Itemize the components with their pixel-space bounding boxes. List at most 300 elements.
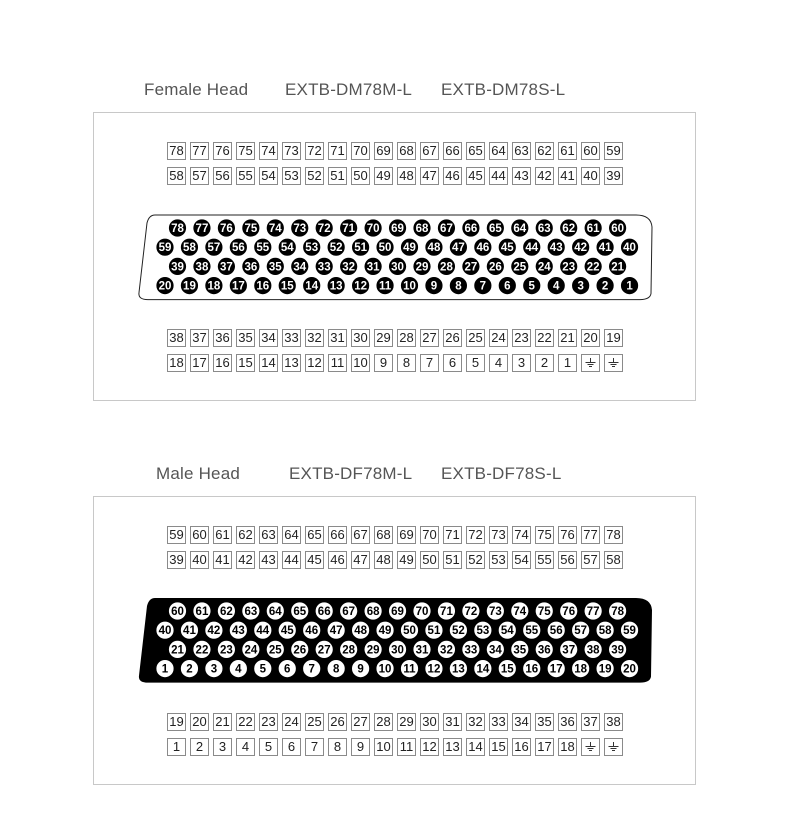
pin-label: 61 xyxy=(195,606,209,618)
pin-cell: 73 xyxy=(282,142,301,160)
pin-label: 19 xyxy=(598,663,612,676)
pin xyxy=(401,660,417,676)
pin-cell: 15 xyxy=(236,354,255,372)
pin xyxy=(548,622,564,638)
pin xyxy=(218,603,234,619)
pin-label: 54 xyxy=(500,625,514,638)
pin-label: 41 xyxy=(598,242,612,255)
pin-label: 66 xyxy=(464,223,478,235)
pin-cell: 70 xyxy=(420,526,439,544)
pin xyxy=(438,641,454,657)
pin-cell: 35 xyxy=(535,713,554,731)
pin-label: 10 xyxy=(378,663,392,676)
pin-label: 21 xyxy=(611,261,624,274)
pin-label: 13 xyxy=(452,663,465,676)
pin-cell: 22 xyxy=(236,713,255,731)
pin xyxy=(561,603,577,619)
pin xyxy=(475,622,491,638)
pin-label: 33 xyxy=(317,261,331,274)
pin-label: 22 xyxy=(586,261,600,274)
female-model-b: EXTB-DM78S-L xyxy=(441,80,566,99)
pin-cell: 38 xyxy=(167,329,186,347)
pin-label: 70 xyxy=(366,223,380,235)
pin-cell: 70 xyxy=(351,142,370,160)
pin-label: 11 xyxy=(403,663,416,676)
pin xyxy=(194,603,210,619)
pin-label: 38 xyxy=(195,261,209,274)
pin xyxy=(609,641,625,657)
pin-label: 58 xyxy=(598,625,612,638)
pin-cell: 40 xyxy=(190,551,209,569)
pin-label: 11 xyxy=(378,280,392,293)
pin xyxy=(499,660,515,676)
pin-cell: 58 xyxy=(167,167,186,185)
pin-label: 8 xyxy=(455,280,462,293)
pin xyxy=(597,622,613,638)
pin-cell: 64 xyxy=(282,526,301,544)
pin-cell: 31 xyxy=(328,329,347,347)
pin-cell: 72 xyxy=(466,526,485,544)
pin-cell: 6 xyxy=(282,738,301,756)
pin-cell: 50 xyxy=(420,551,439,569)
pin-label: 78 xyxy=(171,223,184,235)
pin-cell: 47 xyxy=(420,167,439,185)
pin-label: 64 xyxy=(513,223,527,235)
pin-cell: 63 xyxy=(512,142,531,160)
pin-label: 16 xyxy=(256,280,270,293)
pin-label: 14 xyxy=(305,280,319,293)
pin-cell: 17 xyxy=(535,738,554,756)
pin-label: 53 xyxy=(476,625,490,638)
pin-label: 13 xyxy=(329,280,343,293)
pin-cell: 10 xyxy=(374,738,393,756)
pin-cell: 5 xyxy=(259,738,278,756)
pin-label: 31 xyxy=(415,644,429,657)
pin-cell: 25 xyxy=(305,713,324,731)
pin-cell: 43 xyxy=(259,551,278,569)
pin xyxy=(181,622,197,638)
pin-cell: 54 xyxy=(512,551,531,569)
pin xyxy=(243,641,259,657)
pin-label: 36 xyxy=(537,644,551,657)
pin xyxy=(609,603,625,619)
pin-label: 30 xyxy=(391,261,404,274)
pin-cell: 40 xyxy=(581,167,600,185)
pin xyxy=(206,660,222,676)
pin-label: 72 xyxy=(317,223,331,235)
pin-label: 35 xyxy=(513,644,527,657)
pin-cell: 75 xyxy=(535,526,554,544)
pin-label: 30 xyxy=(391,644,404,657)
pin xyxy=(621,622,637,638)
pin-cell: 19 xyxy=(167,713,186,731)
pin xyxy=(585,641,601,657)
pin xyxy=(377,622,393,638)
pin-label: 60 xyxy=(171,606,184,618)
pin-cell: 30 xyxy=(420,713,439,731)
male-bottom-row-2 xyxy=(167,738,627,756)
pin xyxy=(181,660,197,676)
pin xyxy=(340,603,356,619)
pin xyxy=(365,641,381,657)
pin-cell: 43 xyxy=(512,167,531,185)
pin-cell: 25 xyxy=(466,329,485,347)
pin-cell: 59 xyxy=(167,526,186,544)
pin-label: 68 xyxy=(366,606,380,618)
ground-icon xyxy=(581,738,600,756)
pin-label: 3 xyxy=(577,280,584,293)
pin-label: 52 xyxy=(452,625,465,638)
pin xyxy=(169,603,185,619)
pin-cell: 20 xyxy=(581,329,600,347)
pin-label: 51 xyxy=(354,242,367,255)
pin-cell: 51 xyxy=(443,551,462,569)
pin xyxy=(267,641,283,657)
pin xyxy=(548,660,564,676)
pin-label: 56 xyxy=(231,242,245,255)
pin-cell: 6 xyxy=(443,354,462,372)
pin xyxy=(438,603,454,619)
pin-label: 71 xyxy=(342,223,356,235)
pin-cell: 41 xyxy=(213,551,232,569)
pin-cell: 11 xyxy=(397,738,416,756)
pin-label: 57 xyxy=(207,242,221,255)
pin-cell: 3 xyxy=(213,738,232,756)
pin-cell: 28 xyxy=(397,329,416,347)
pin-cell: 8 xyxy=(397,354,416,372)
pin-label: 38 xyxy=(586,644,600,657)
pin xyxy=(401,622,417,638)
pin-cell: 64 xyxy=(489,142,508,160)
pin xyxy=(316,641,332,657)
pin xyxy=(597,660,613,676)
pin-cell: 55 xyxy=(535,551,554,569)
pin-cell: 69 xyxy=(397,526,416,544)
pin-label: 6 xyxy=(284,663,291,676)
pin-cell: 23 xyxy=(512,329,531,347)
pin-cell: 63 xyxy=(259,526,278,544)
pin xyxy=(194,641,210,657)
pin xyxy=(316,603,332,619)
pin-label: 77 xyxy=(195,223,209,235)
pin-label: 75 xyxy=(537,606,551,618)
pin-cell: 2 xyxy=(190,738,209,756)
pin xyxy=(536,641,552,657)
pin-cell: 54 xyxy=(259,167,278,185)
pin-cell: 1 xyxy=(558,354,577,372)
pin-label: 76 xyxy=(220,223,233,235)
pin-cell: 35 xyxy=(236,329,255,347)
pin-cell: 37 xyxy=(581,713,600,731)
pin-cell: 15 xyxy=(489,738,508,756)
pin-cell: 67 xyxy=(420,142,439,160)
pin-label: 23 xyxy=(220,644,233,657)
pin-label: 7 xyxy=(308,663,315,676)
pin-cell: 10 xyxy=(351,354,370,372)
pin-label: 37 xyxy=(220,261,233,274)
pin-label: 18 xyxy=(207,280,221,293)
pin-label: 25 xyxy=(513,261,527,274)
pin-label: 5 xyxy=(528,280,535,293)
pin-label: 24 xyxy=(537,261,551,274)
pin-label: 59 xyxy=(158,242,172,255)
pin-label: 17 xyxy=(231,280,245,293)
pin-label: 46 xyxy=(476,242,490,255)
pin-label: 33 xyxy=(464,644,478,657)
pin xyxy=(426,622,442,638)
pin-cell: 32 xyxy=(305,329,324,347)
pin xyxy=(157,622,173,638)
pin-cell: 26 xyxy=(328,713,347,731)
pin-cell: 4 xyxy=(236,738,255,756)
pin xyxy=(218,641,234,657)
pin-cell: 53 xyxy=(282,167,301,185)
pin-cell: 74 xyxy=(512,526,531,544)
pin-label: 28 xyxy=(342,644,356,657)
pin-label: 27 xyxy=(317,644,331,657)
pin-label: 16 xyxy=(525,663,539,676)
pin-cell: 9 xyxy=(351,738,370,756)
pin xyxy=(292,641,308,657)
pin-cell: 39 xyxy=(604,167,623,185)
pin-label: 2 xyxy=(186,663,193,676)
pin-label: 56 xyxy=(549,625,563,638)
pin xyxy=(267,603,283,619)
pin-label: 58 xyxy=(183,242,196,255)
pin-cell: 75 xyxy=(236,142,255,160)
pin-label: 28 xyxy=(440,261,453,274)
male-model-a: EXTB-DF78M-L xyxy=(289,464,413,483)
pin xyxy=(304,660,320,676)
pin xyxy=(389,603,405,619)
pin-cell: 36 xyxy=(213,329,232,347)
pin-cell: 34 xyxy=(512,713,531,731)
pin xyxy=(352,660,368,676)
pin-label: 29 xyxy=(366,644,380,657)
pin-label: 68 xyxy=(415,223,429,235)
pin-label: 17 xyxy=(549,663,563,676)
pin-label: 15 xyxy=(280,280,294,293)
pin-label: 24 xyxy=(244,644,258,657)
pin-label: 32 xyxy=(440,644,453,657)
pin-label: 74 xyxy=(268,223,282,235)
pin-cell: 7 xyxy=(305,738,324,756)
pin-cell: 61 xyxy=(558,142,577,160)
pin-cell: 49 xyxy=(397,551,416,569)
pin-label: 43 xyxy=(549,242,563,255)
pin-label: 3 xyxy=(210,663,218,676)
pin-cell: 19 xyxy=(604,329,623,347)
pin-label: 69 xyxy=(391,223,404,235)
male-model-b: EXTB-DF78S-L xyxy=(441,464,562,483)
pin-label: 12 xyxy=(354,280,367,293)
pin-label: 1 xyxy=(161,663,169,676)
pin-label: 25 xyxy=(268,644,282,657)
pin-cell: 31 xyxy=(443,713,462,731)
pin-cell: 60 xyxy=(190,526,209,544)
pin-cell: 52 xyxy=(466,551,485,569)
pin-label: 48 xyxy=(427,242,441,255)
pin-cell: 41 xyxy=(558,167,577,185)
pin-label: 78 xyxy=(611,606,624,618)
pin-label: 14 xyxy=(476,663,490,676)
pin-cell: 42 xyxy=(535,167,554,185)
pin xyxy=(572,660,588,676)
pin-cell: 9 xyxy=(374,354,393,372)
pin-cell: 7 xyxy=(420,354,439,372)
pin-cell: 24 xyxy=(489,329,508,347)
pin-cell: 69 xyxy=(374,142,393,160)
pin-cell: 77 xyxy=(190,142,209,160)
pin-cell: 17 xyxy=(190,354,209,372)
pin-label: 34 xyxy=(488,644,502,657)
pin-cell: 13 xyxy=(443,738,462,756)
pin-label: 44 xyxy=(256,625,270,638)
pin-cell: 4 xyxy=(489,354,508,372)
pin-cell: 62 xyxy=(236,526,255,544)
pin xyxy=(414,603,430,619)
pin-cell: 68 xyxy=(374,526,393,544)
pin-cell: 39 xyxy=(167,551,186,569)
pin-label: 34 xyxy=(293,261,307,274)
pin-cell: 46 xyxy=(443,167,462,185)
pin-label: 20 xyxy=(623,663,636,676)
pin xyxy=(475,660,491,676)
pin-cell: 66 xyxy=(328,526,347,544)
pin-cell: 55 xyxy=(236,167,255,185)
pin-cell: 62 xyxy=(535,142,554,160)
pin xyxy=(255,660,271,676)
pin-cell: 51 xyxy=(328,167,347,185)
pin-label: 45 xyxy=(500,242,514,255)
pin-cell: 34 xyxy=(259,329,278,347)
pin xyxy=(512,603,528,619)
pin-cell: 71 xyxy=(443,526,462,544)
pin-cell: 44 xyxy=(489,167,508,185)
pin-label: 63 xyxy=(244,606,258,618)
pin-cell: 56 xyxy=(558,551,577,569)
pin-cell: 57 xyxy=(190,167,209,185)
pin-label: 26 xyxy=(293,644,307,657)
pin xyxy=(206,622,222,638)
pin-label: 69 xyxy=(391,606,404,618)
pin-label: 62 xyxy=(220,606,233,618)
pin xyxy=(585,603,601,619)
pin-cell: 21 xyxy=(558,329,577,347)
female-head-label: Female Head xyxy=(144,80,249,99)
pin-cell: 13 xyxy=(282,354,301,372)
pin xyxy=(377,660,393,676)
pin-cell: 65 xyxy=(305,526,324,544)
pin-label: 22 xyxy=(195,644,209,657)
pin xyxy=(340,641,356,657)
female-model-a: EXTB-DM78M-L xyxy=(285,80,413,99)
pin-label: 4 xyxy=(235,663,242,676)
pin-label: 53 xyxy=(305,242,319,255)
pin-cell: 14 xyxy=(259,354,278,372)
pin xyxy=(304,622,320,638)
pin xyxy=(463,641,479,657)
pin-label: 7 xyxy=(479,280,487,293)
pin-label: 36 xyxy=(244,261,258,274)
pin xyxy=(561,641,577,657)
pin-cell: 2 xyxy=(535,354,554,372)
pin-label: 20 xyxy=(158,280,172,293)
pin-cell: 61 xyxy=(213,526,232,544)
pin-label: 39 xyxy=(171,261,184,274)
pin-label: 55 xyxy=(256,242,270,255)
ground-icon xyxy=(604,738,623,756)
pin-cell: 14 xyxy=(466,738,485,756)
pin-label: 49 xyxy=(378,625,392,638)
pin-label: 51 xyxy=(427,625,441,638)
pin xyxy=(157,660,173,676)
pin-label: 55 xyxy=(525,625,539,638)
pin-cell: 32 xyxy=(466,713,485,731)
pin-label: 27 xyxy=(464,261,478,274)
pin-cell: 37 xyxy=(190,329,209,347)
pin-cell: 60 xyxy=(581,142,600,160)
pin xyxy=(328,660,344,676)
pin-label: 60 xyxy=(611,223,624,235)
pin xyxy=(536,603,552,619)
pin-label: 9 xyxy=(430,280,438,293)
pin xyxy=(487,603,503,619)
pin-label: 19 xyxy=(183,280,196,293)
pin-label: 4 xyxy=(552,280,560,293)
pin-cell: 68 xyxy=(397,142,416,160)
pin-cell: 33 xyxy=(282,329,301,347)
male-head-label: Male Head xyxy=(156,464,241,483)
pin-label: 50 xyxy=(403,625,416,638)
pin xyxy=(487,641,503,657)
pin-cell: 24 xyxy=(282,713,301,731)
pin-label: 2 xyxy=(601,280,609,293)
pin-label: 10 xyxy=(403,280,416,293)
pin-label: 71 xyxy=(440,606,453,618)
pin-cell: 47 xyxy=(351,551,370,569)
pin-label: 52 xyxy=(329,242,343,255)
pin-label: 43 xyxy=(231,625,245,638)
pin xyxy=(512,641,528,657)
pin-cell: 71 xyxy=(328,142,347,160)
pin xyxy=(243,603,259,619)
pin xyxy=(292,603,308,619)
pin-label: 67 xyxy=(342,606,356,618)
pin-label: 18 xyxy=(574,663,588,676)
pin-cell: 45 xyxy=(305,551,324,569)
pin xyxy=(169,641,185,657)
pin-cell: 74 xyxy=(259,142,278,160)
pin-label: 76 xyxy=(562,606,576,618)
pin-label: 31 xyxy=(366,261,380,274)
pin-cell: 11 xyxy=(328,354,347,372)
pin-cell: 21 xyxy=(213,713,232,731)
pin xyxy=(499,622,515,638)
pin-label: 9 xyxy=(357,663,364,676)
pin-label: 61 xyxy=(586,223,600,235)
pin-label: 65 xyxy=(488,223,502,235)
pin xyxy=(255,622,271,638)
pin-cell: 77 xyxy=(581,526,600,544)
pin-cell: 5 xyxy=(466,354,485,372)
male-bottom-row-1 xyxy=(167,713,627,731)
pin-label: 70 xyxy=(415,606,429,618)
pin xyxy=(279,622,295,638)
pin-label: 73 xyxy=(293,223,307,235)
pin-label: 54 xyxy=(280,242,294,255)
pin-label: 41 xyxy=(183,625,196,638)
